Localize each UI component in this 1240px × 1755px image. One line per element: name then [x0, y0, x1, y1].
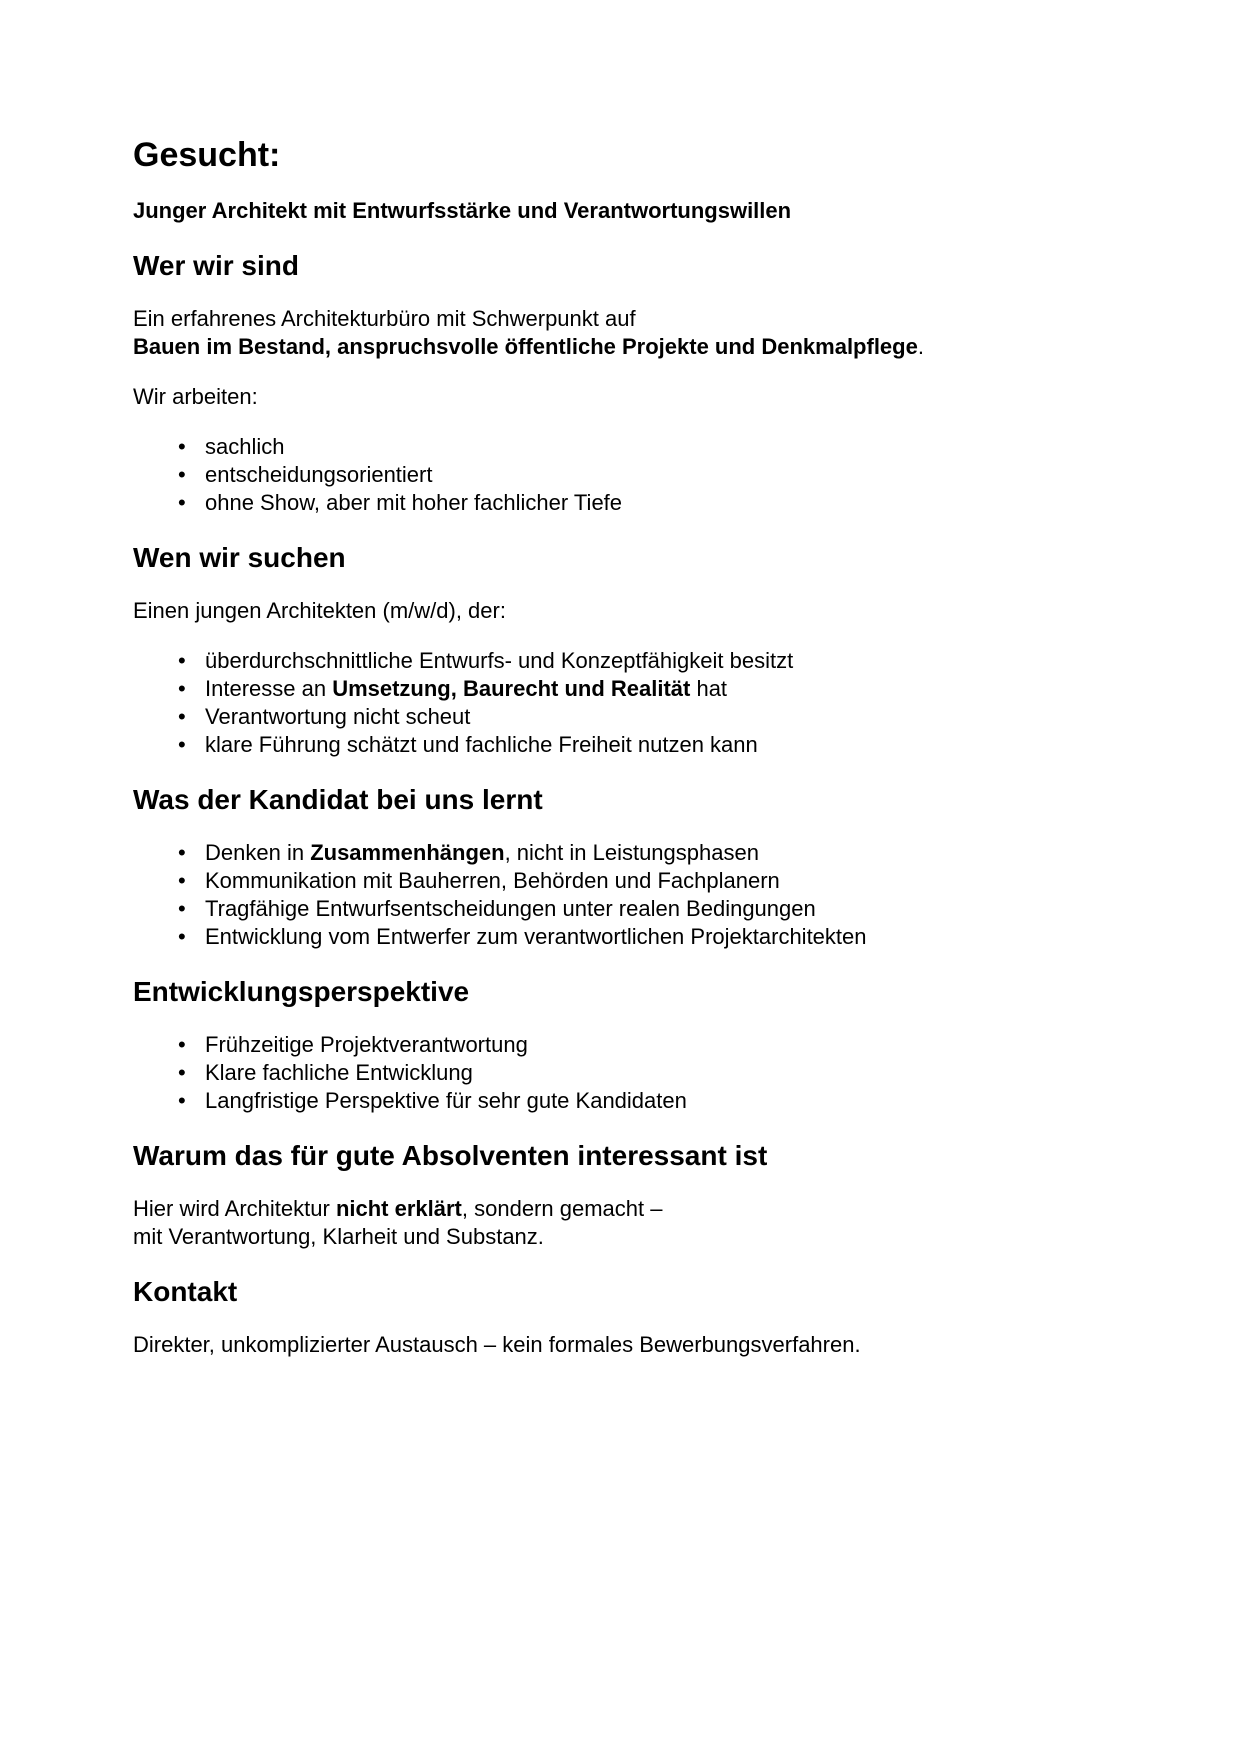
section-development-perspective — [133, 975, 1110, 1115]
bullet-text: klare Führung schätzt und fachliche Freiheit nutzen kann — [205, 732, 758, 757]
heading-development-perspective: Entwicklungsperspektive — [133, 976, 470, 1007]
list-item: • entscheidungsorientiert — [133, 461, 1110, 489]
contact-paragraph: Direkter, unkomplizierter Austausch – kein formales Bewerbungsverfahren. — [133, 1332, 861, 1357]
list-item: • ohne Show, aber mit hoher fachlicher Tiefe — [133, 489, 1110, 517]
list-item — [133, 675, 1110, 703]
bullet-text-bold: Umsetzung, Baurecht und Realität — [332, 676, 691, 701]
section-contact — [133, 1275, 1110, 1359]
list-item — [133, 923, 1110, 951]
section-what-candidate-learns — [133, 783, 1110, 951]
bullet-text: Entwicklung vom Entwerfer zum verantwortlichen Projektarchitekten — [205, 924, 867, 949]
bullet-text: Denken in — [205, 840, 311, 865]
document-title: Gesucht: — [133, 136, 281, 174]
what-candidate-learns-bullet-list — [133, 839, 1110, 951]
who-we-are-paragraph — [133, 305, 1110, 361]
heading-who-we-seek: Wen wir suchen — [133, 542, 346, 573]
heading-why-interesting: Warum das für gute Absolventen interessant ist — [133, 1140, 768, 1171]
section-who-we-are — [133, 249, 1110, 517]
bullet-text: , nicht in Leistungsphasen — [504, 840, 759, 865]
bullet-text: Interesse an — [205, 676, 333, 701]
why-interesting-line1-tail: , sondern gemacht – — [461, 1196, 663, 1221]
bullet-text: überdurchschnittliche Entwurfs- und Konzeptfähigkeit besitzt — [205, 648, 794, 673]
section-why-interesting — [133, 1139, 1110, 1251]
list-item — [133, 703, 1110, 731]
bullet-text-bold: Zusammenhängen — [310, 840, 505, 865]
why-interesting-paragraph — [133, 1195, 1110, 1251]
development-perspective-bullet-list — [133, 1031, 1110, 1115]
who-we-are-line1: Ein erfahrenes Architekturbüro mit Schwerpunkt auf — [133, 306, 636, 331]
list-item — [133, 647, 1110, 675]
bullet-text: Tragfähige Entwurfsentscheidungen unter realen Bedingungen — [205, 896, 816, 921]
list-item: • Langfristige Perspektive für sehr gute Kandidaten — [133, 1087, 1110, 1115]
list-item: • Klare fachliche Entwicklung — [133, 1059, 1110, 1087]
who-we-are-list-intro: Wir arbeiten: — [133, 384, 258, 409]
why-interesting-line2: mit Verantwortung, Klarheit und Substanz. — [133, 1224, 544, 1249]
bullet-text: hat — [690, 676, 728, 701]
section-who-we-seek — [133, 541, 1110, 759]
who-we-are-line2-bold: Bauen im Bestand, anspruchsvolle öffentliche Projekte und Denkmalpflege — [133, 334, 918, 359]
list-item — [133, 895, 1110, 923]
who-we-seek-list-intro: Einen jungen Architekten (m/w/d), der: — [133, 598, 506, 623]
why-interesting-line1-bold: nicht erklärt — [335, 1196, 462, 1221]
bullet-text: Kommunikation mit Bauherren, Behörden und Fachplanern — [205, 868, 780, 893]
document-subtitle: Junger Architekt mit Entwurfsstärke und Verantwortungswillen — [133, 198, 792, 223]
heading-what-candidate-learns: Was der Kandidat bei uns lernt — [133, 784, 543, 815]
why-interesting-line1: Hier wird Architektur — [133, 1196, 336, 1221]
list-item — [133, 731, 1110, 759]
who-we-seek-bullet-list — [133, 647, 1110, 759]
heading-contact: Kontakt — [133, 1276, 238, 1307]
list-item: • Frühzeitige Projektverantwortung — [133, 1031, 1110, 1059]
list-item: • sachlich — [133, 433, 1110, 461]
list-item — [133, 839, 1110, 867]
bullet-text: Verantwortung nicht scheut — [205, 704, 471, 729]
heading-who-we-are: Wer wir sind — [133, 250, 299, 281]
who-we-are-line2-tail: . — [917, 334, 924, 359]
list-item — [133, 867, 1110, 895]
who-we-are-bullet-list — [133, 433, 1110, 517]
